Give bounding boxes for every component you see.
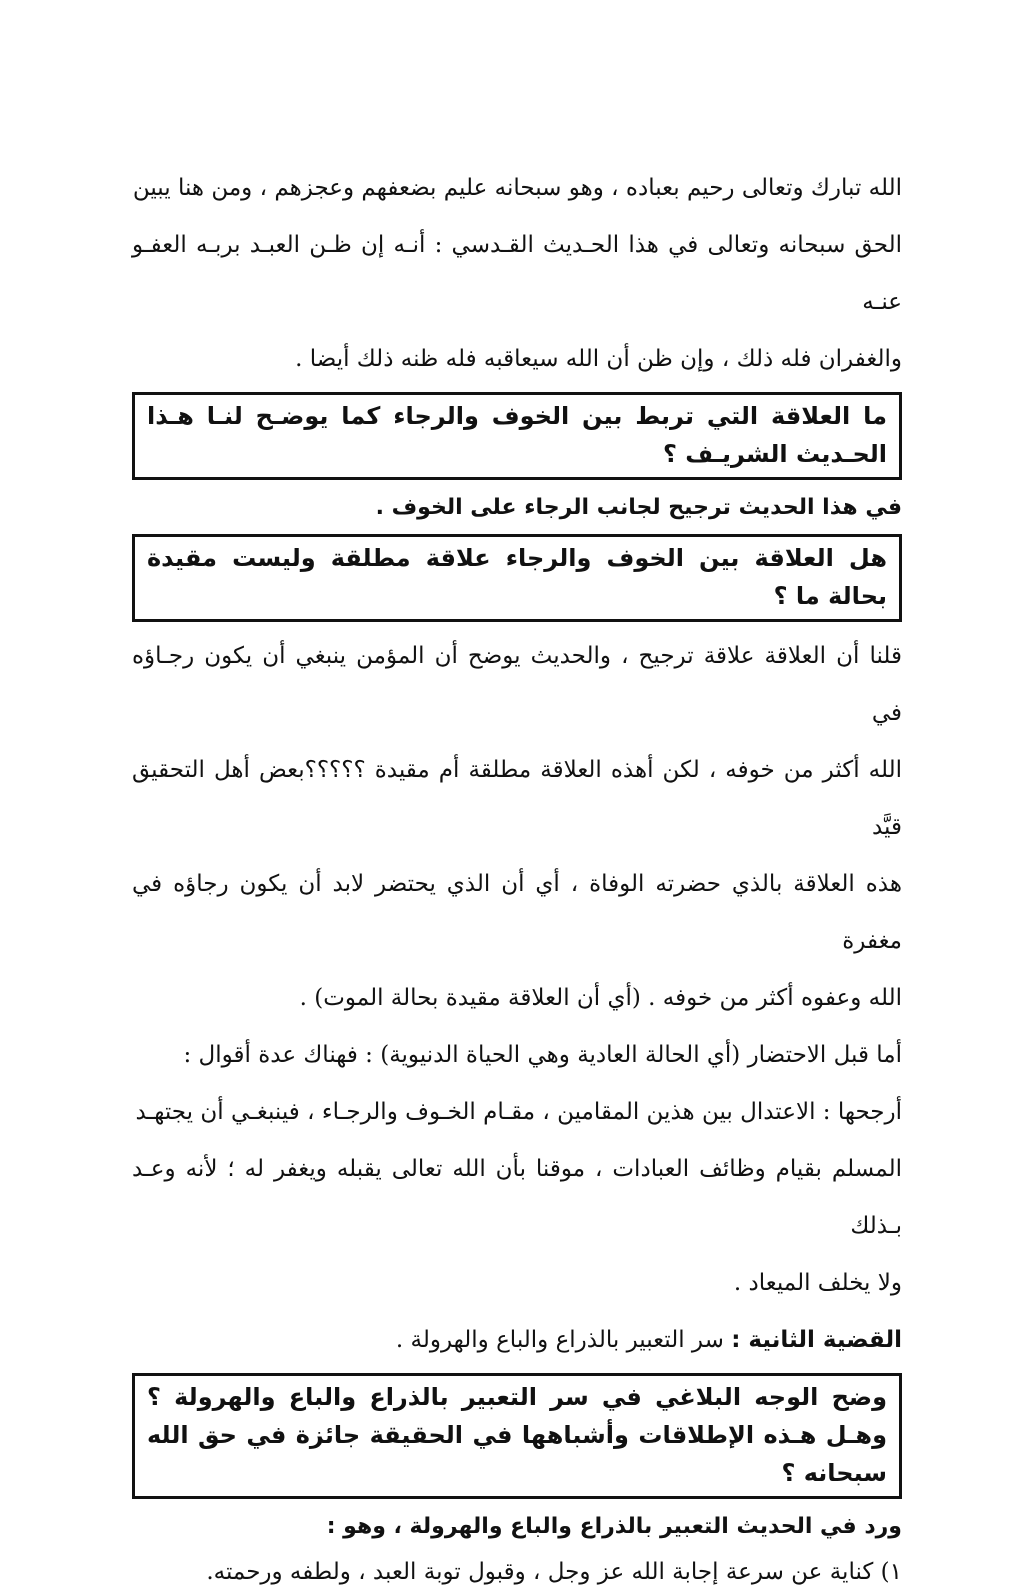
text-line: أرجحها : الاعتدال بين هذين المقامين ، مقـام الخـوف والرجـاء ، فينبغـي أن يجتهـد [135,1099,902,1125]
text-line: الله تبارك وتعالى رحيم بعباده ، وهو سبحانه عليم بضعفهم وعجزهم ، ومن هنا يبين [132,175,902,201]
answer-3-heading: ورد في الحديث التعبير بالذراع والباع والهرولة ، وهو : [326,1514,902,1539]
question-box-3: وضح الوجه البلاغي في سر التعبير بالذراع والباع والهرولة ؟ وهـل هـذه الإطلاقات وأشباهها في الحقيقة جائزة في حق الله سبحانه ؟ [132,1373,902,1499]
issue-text: سر التعبير بالذراع والباع والهرولة . [395,1327,732,1353]
text-line: المسلم بقيام وظائف العبادات ، موقنا بأن الله تعالى يقبله ويغفر له ؛ لأنه وعـد بـذلك [132,1156,902,1239]
answer-3-point-1: ١) كناية عن سرعة إجابة الله عز وجل ، وقبول توبة العبد ، ولطفه ورحمته. [206,1559,902,1585]
document-page [132,160,902,1595]
question-box-2: هل العلاقة بين الخوف والرجاء علاقة مطلقة وليست مقيدة بحالة ما ؟ [132,534,902,622]
issue-label: القضية الثانية : [731,1327,902,1353]
text-line: الحق سبحانه وتعالى في هذا الحـديث القـدسي : أنـه إن ظـن العبـد بربـه العفـو عنـه [132,232,902,315]
intro-paragraph [132,160,902,388]
answer-1: في هذا الحديث ترجيح لجانب الرجاء على الخوف . [375,495,902,520]
answer-2-paragraph [132,628,902,1312]
text-line: والغفران فله ذلك ، وإن ظن أن الله سيعاقبه فله ظنه ذلك أيضا . [295,346,902,372]
issue-line [132,1312,902,1369]
text-line: ولا يخلف الميعاد . [733,1270,902,1296]
text-line: قلنا أن العلاقة علاقة ترجيح ، والحديث يوضح أن المؤمن ينبغي أن يكون رجـاؤه في [132,643,902,726]
text-line: هذه العلاقة بالذي حضرته الوفاة ، أي أن الذي يحتضر لابد أن يكون رجاؤه في مغفرة [132,871,902,954]
text-line: الله وعفوه أكثر من خوفه . (أي أن العلاقة مقيدة بحالة الموت) . [299,985,902,1011]
text-line: أما قبل الاحتضار (أي الحالة العادية وهي الحياة الدنيوية) : فهناك عدة أقوال : [183,1042,902,1068]
text-line: الله أكثر من خوفه ، لكن أهذه العلاقة مطلقة أم مقيدة ؟؟؟؟؟بعض أهل التحقيق قيَّد [132,757,902,840]
question-box-1: ما العلاقة التي تربط بين الخوف والرجاء كما يوضـح لنـا هـذا الحـديث الشريـف ؟ [132,392,902,480]
